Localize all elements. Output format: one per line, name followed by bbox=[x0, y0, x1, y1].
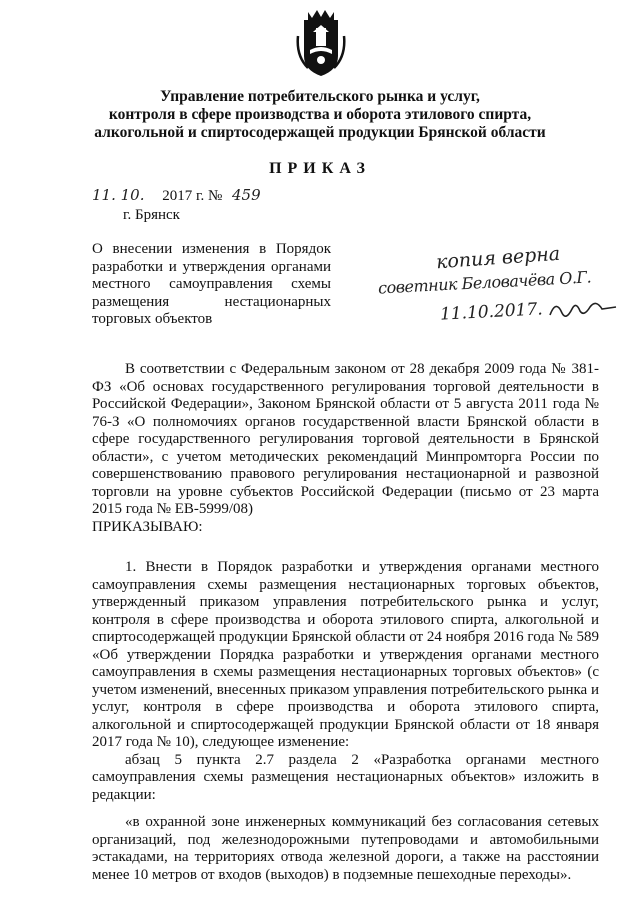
organization-line-3: алкогольной и спиртосодержащей продукции Брянской области bbox=[94, 124, 546, 141]
order-subject: О внесении изменения в Порядок разработки и утверждения органами местного самоуправления схемы размещения нестационарных торговых объектов bbox=[92, 241, 331, 327]
handwritten-number: 459 bbox=[232, 186, 261, 204]
item-1-quote-paragraph: «в охранной зоне инженерных коммуникаций без согласования сетевых организаций, под железнодорожными путепроводами и автомобильными эстакадами, на территориях отвода железной дороги, а также на расстоянии менее 10 метров от входов (выходов) в подземные пешеходные переходы». bbox=[92, 814, 599, 883]
preamble-paragraph: В соответствии с Федеральным законом от 28 декабря 2009 года № 381-ФЗ «Об основах государственного регулирования торговой деятельности в Российской Федерации», Законом Брянской области от 5 августа 2011 года № 76-З «О полномочиях органов государственной власти Брянской области в сфере государственного регулирования торговой деятельности в Брянской области», с учетом методических рекомендаций Минпромторга России по совершенствованию правового регулирования нестационарной и развозной торговли на уровне субъектов Российской Федерации (письмо от 23 марта 2015 года № ЕВ-5999/08) bbox=[92, 361, 599, 517]
certification-handwriting bbox=[377, 242, 628, 332]
city: г. Брянск bbox=[123, 207, 180, 223]
cert-line-2: советник Беловачёва О.Г. bbox=[377, 267, 592, 298]
item-1-change-paragraph: абзац 5 пункта 2.7 раздела 2 «Разработка органами местного самоуправления схемы размещения нестационарных объектов» изложить в редакции: bbox=[92, 751, 599, 803]
coat-of-arms-emblem bbox=[296, 6, 346, 80]
signature-mark bbox=[546, 295, 622, 325]
document-title: ПРИКАЗ bbox=[269, 160, 371, 177]
document-body bbox=[92, 361, 599, 884]
organization-line-1: Управление потребительского рынка и услуг, bbox=[160, 88, 480, 105]
organization-line-2: контроля в сфере производства и оборота этилового спирта, bbox=[108, 106, 532, 123]
order-word: ПРИКАЗЫВАЮ: bbox=[92, 518, 203, 535]
year-label: 2017 г. № bbox=[162, 188, 223, 204]
organization-header bbox=[60, 88, 580, 142]
cert-line-1: копия верна bbox=[435, 242, 561, 274]
item-1-paragraph: 1. Внести в Порядок разработки и утверждения органами местного самоуправления схемы размещения нестационарных торговых объектов, утвержденный приказом управления потребительского рынка и услуг, контроля в сфере производства и оборота этилового спирта, алкогольной и спиртосодержащей продукции Брянской области от 24 ноября 2016 года № 589 «Об утверждении Порядка разработки и утверждения органами местного самоуправления в схемы размещения нестационарных торговых объектов» (с учетом изменений, внесенных приказом управления потребительского рынка и услуг, контроля в сфере производства и оборота этилового спирта, алкогольной и спиртосодержащей продукции Брянской области от 18 января 2017 года № 10), следующее изменение: bbox=[92, 559, 599, 750]
cert-line-3: 11.10.2017. bbox=[439, 299, 544, 325]
date-line bbox=[92, 186, 261, 205]
handwritten-date: 11. 10. bbox=[92, 186, 145, 204]
